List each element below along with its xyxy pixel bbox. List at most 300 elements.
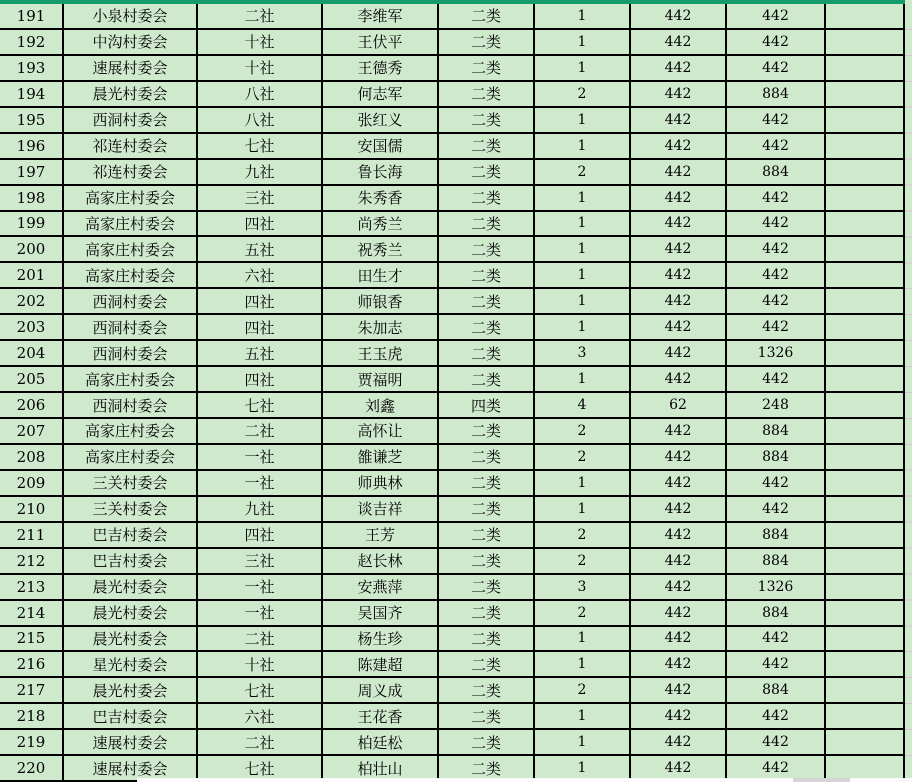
cell-blank[interactable] [826, 601, 905, 625]
table-row [0, 212, 905, 238]
cell-society[interactable]: 二社 [198, 419, 323, 443]
cell-blank[interactable] [826, 341, 905, 365]
cell-category[interactable]: 二类 [439, 134, 535, 158]
cell-unit[interactable]: 442 [631, 186, 727, 210]
cell-society[interactable]: 七社 [198, 393, 323, 417]
cell-blank[interactable] [826, 289, 905, 313]
cell-society[interactable]: 一社 [198, 471, 323, 495]
right-gridline-margin [905, 0, 912, 782]
cell-total[interactable]: 442 [727, 730, 826, 754]
cell-name[interactable]: 吴国齐 [323, 601, 439, 625]
cell-society[interactable]: 四社 [198, 212, 323, 236]
cell-category[interactable]: 二类 [439, 419, 535, 443]
bottom-scrollbar-fragment [793, 778, 850, 782]
cell-category[interactable]: 二类 [439, 627, 535, 651]
cell-blank[interactable] [826, 108, 905, 132]
cell-blank[interactable] [826, 212, 905, 236]
cell-unit[interactable]: 442 [631, 160, 727, 184]
cell-society[interactable]: 五社 [198, 237, 323, 261]
cell-category[interactable]: 二类 [439, 678, 535, 702]
cell-blank[interactable] [826, 471, 905, 495]
cell-blank[interactable] [826, 56, 905, 80]
table-row [0, 497, 905, 523]
cell-society[interactable]: 八社 [198, 82, 323, 106]
cell-category[interactable]: 二类 [439, 160, 535, 184]
cell-society[interactable]: 六社 [198, 704, 323, 728]
cell-total[interactable]: 442 [727, 497, 826, 521]
cell-category[interactable]: 二类 [439, 289, 535, 313]
table-row [0, 419, 905, 445]
cell-blank[interactable] [826, 30, 905, 54]
cell-total[interactable]: 884 [727, 549, 826, 573]
cell-name[interactable]: 何志军 [323, 82, 439, 106]
cell-unit[interactable]: 442 [631, 549, 727, 573]
cell-category[interactable]: 二类 [439, 445, 535, 469]
cell-name[interactable]: 李维军 [323, 4, 439, 28]
cell-name[interactable]: 贾福明 [323, 367, 439, 391]
cell-category[interactable]: 二类 [439, 82, 535, 106]
cell-total[interactable]: 442 [727, 56, 826, 80]
cell-count[interactable]: 4 [535, 393, 631, 417]
cell-seq[interactable]: 193 [0, 56, 64, 80]
cell-category[interactable]: 二类 [439, 212, 535, 236]
cell-total[interactable]: 442 [727, 367, 826, 391]
cell-village[interactable]: 速展村委会 [64, 756, 198, 780]
table-row [0, 549, 905, 575]
cell-total[interactable]: 884 [727, 678, 826, 702]
table-row [0, 523, 905, 549]
table-row [0, 30, 905, 56]
cell-unit[interactable]: 442 [631, 627, 727, 651]
cell-category[interactable]: 二类 [439, 471, 535, 495]
cell-count[interactable]: 1 [535, 134, 631, 158]
cell-village[interactable]: 高家庄村委会 [64, 445, 198, 469]
cell-total[interactable]: 442 [727, 704, 826, 728]
cell-total[interactable]: 442 [727, 4, 826, 28]
cell-name[interactable]: 师银香 [323, 289, 439, 313]
cell-total[interactable]: 442 [727, 186, 826, 210]
cell-blank[interactable] [826, 237, 905, 261]
cell-category[interactable]: 二类 [439, 108, 535, 132]
cell-seq[interactable]: 197 [0, 160, 64, 184]
cell-society[interactable]: 二社 [198, 4, 323, 28]
cell-village[interactable]: 晨光村委会 [64, 82, 198, 106]
cell-category[interactable]: 二类 [439, 367, 535, 391]
cell-total[interactable]: 442 [727, 289, 826, 313]
cell-count[interactable]: 2 [535, 549, 631, 573]
cell-name[interactable]: 刘鑫 [323, 393, 439, 417]
cell-name[interactable]: 雒谦芝 [323, 445, 439, 469]
cell-total[interactable]: 442 [727, 134, 826, 158]
cell-seq[interactable]: 218 [0, 704, 64, 728]
cell-seq[interactable]: 219 [0, 730, 64, 754]
cell-category[interactable]: 四类 [439, 393, 535, 417]
cell-unit[interactable]: 442 [631, 30, 727, 54]
cell-total[interactable]: 442 [727, 212, 826, 236]
cell-blank[interactable] [826, 160, 905, 184]
cell-name[interactable]: 柏廷松 [323, 730, 439, 754]
cell-total[interactable]: 442 [727, 471, 826, 495]
cell-category[interactable]: 二类 [439, 341, 535, 365]
cell-count[interactable]: 1 [535, 4, 631, 28]
cell-name[interactable]: 朱秀香 [323, 186, 439, 210]
cell-name[interactable]: 赵长林 [323, 549, 439, 573]
cell-seq[interactable]: 216 [0, 652, 64, 676]
cell-unit[interactable]: 442 [631, 289, 727, 313]
cell-society[interactable]: 五社 [198, 341, 323, 365]
cell-name[interactable]: 杨生珍 [323, 627, 439, 651]
cell-count[interactable]: 2 [535, 445, 631, 469]
cell-total[interactable]: 442 [727, 237, 826, 261]
cell-village[interactable]: 晨光村委会 [64, 601, 198, 625]
cell-village[interactable]: 高家庄村委会 [64, 263, 198, 287]
cell-total[interactable]: 884 [727, 601, 826, 625]
cell-society[interactable]: 九社 [198, 160, 323, 184]
cell-name[interactable]: 安国儒 [323, 134, 439, 158]
cell-village[interactable]: 西洞村委会 [64, 341, 198, 365]
table-row [0, 237, 905, 263]
cell-category[interactable]: 二类 [439, 575, 535, 599]
cell-total[interactable]: 442 [727, 108, 826, 132]
cell-village[interactable]: 晨光村委会 [64, 678, 198, 702]
cell-village[interactable]: 小泉村委会 [64, 4, 198, 28]
cell-village[interactable]: 三关村委会 [64, 497, 198, 521]
cell-category[interactable]: 二类 [439, 497, 535, 521]
cell-count[interactable]: 1 [535, 497, 631, 521]
cell-count[interactable]: 2 [535, 601, 631, 625]
table-row [0, 730, 905, 756]
cell-village[interactable]: 巴吉村委会 [64, 704, 198, 728]
cell-society[interactable]: 四社 [198, 367, 323, 391]
cell-name[interactable]: 谈吉祥 [323, 497, 439, 521]
cell-blank[interactable] [826, 186, 905, 210]
cell-blank[interactable] [826, 134, 905, 158]
cell-unit[interactable]: 442 [631, 445, 727, 469]
cell-name[interactable]: 鲁长海 [323, 160, 439, 184]
cell-category[interactable]: 二类 [439, 523, 535, 547]
cell-village[interactable]: 晨光村委会 [64, 575, 198, 599]
cell-name[interactable]: 王花香 [323, 704, 439, 728]
cell-seq[interactable]: 213 [0, 575, 64, 599]
cell-society[interactable]: 七社 [198, 134, 323, 158]
cell-seq[interactable]: 209 [0, 471, 64, 495]
cell-village[interactable]: 速展村委会 [64, 730, 198, 754]
cell-seq[interactable]: 210 [0, 497, 64, 521]
cell-category[interactable]: 二类 [439, 704, 535, 728]
cell-count[interactable]: 1 [535, 704, 631, 728]
table-row [0, 341, 905, 367]
cell-village[interactable]: 西洞村委会 [64, 289, 198, 313]
cell-name[interactable]: 田生才 [323, 263, 439, 287]
cell-count[interactable]: 2 [535, 419, 631, 443]
cell-total[interactable]: 442 [727, 652, 826, 676]
cell-count[interactable]: 1 [535, 263, 631, 287]
bottom-edge-strip [137, 778, 912, 782]
cell-unit[interactable]: 442 [631, 756, 727, 780]
cell-total[interactable]: 1326 [727, 341, 826, 365]
cell-unit[interactable]: 442 [631, 237, 727, 261]
cell-unit[interactable]: 442 [631, 678, 727, 702]
cell-village[interactable]: 高家庄村委会 [64, 212, 198, 236]
cell-seq[interactable]: 204 [0, 341, 64, 365]
cell-village[interactable]: 晨光村委会 [64, 627, 198, 651]
cell-total[interactable]: 884 [727, 160, 826, 184]
cell-society[interactable]: 四社 [198, 289, 323, 313]
cell-blank[interactable] [826, 652, 905, 676]
cell-total[interactable]: 442 [727, 627, 826, 651]
cell-category[interactable]: 二类 [439, 186, 535, 210]
cell-unit[interactable]: 62 [631, 393, 727, 417]
cell-unit[interactable]: 442 [631, 263, 727, 287]
cell-count[interactable]: 1 [535, 756, 631, 780]
cell-name[interactable]: 尚秀兰 [323, 212, 439, 236]
cell-count[interactable]: 1 [535, 212, 631, 236]
cell-unit[interactable]: 442 [631, 497, 727, 521]
cell-seq[interactable]: 217 [0, 678, 64, 702]
cell-society[interactable]: 六社 [198, 263, 323, 287]
cell-seq[interactable]: 214 [0, 601, 64, 625]
cell-unit[interactable]: 442 [631, 419, 727, 443]
cell-unit[interactable]: 442 [631, 730, 727, 754]
cell-total[interactable]: 442 [727, 263, 826, 287]
cell-total[interactable]: 884 [727, 523, 826, 547]
cell-total[interactable]: 442 [727, 756, 826, 780]
cell-total[interactable]: 248 [727, 393, 826, 417]
cell-count[interactable]: 1 [535, 56, 631, 80]
cell-blank[interactable] [826, 549, 905, 573]
cell-society[interactable]: 三社 [198, 549, 323, 573]
cell-seq[interactable]: 200 [0, 237, 64, 261]
cell-village[interactable]: 速展村委会 [64, 56, 198, 80]
cell-society[interactable]: 四社 [198, 523, 323, 547]
table-row [0, 601, 905, 627]
cell-category[interactable]: 二类 [439, 549, 535, 573]
cell-count[interactable]: 3 [535, 575, 631, 599]
cell-society[interactable]: 七社 [198, 678, 323, 702]
cell-blank[interactable] [826, 730, 905, 754]
cell-count[interactable]: 1 [535, 315, 631, 339]
cell-name[interactable]: 王芳 [323, 523, 439, 547]
cell-name[interactable]: 陈建超 [323, 652, 439, 676]
cell-unit[interactable]: 442 [631, 523, 727, 547]
cell-seq[interactable]: 202 [0, 289, 64, 313]
cell-count[interactable]: 2 [535, 678, 631, 702]
cell-seq[interactable]: 198 [0, 186, 64, 210]
cell-society[interactable]: 一社 [198, 575, 323, 599]
table-row [0, 263, 905, 289]
table-row [0, 704, 905, 730]
cell-category[interactable]: 二类 [439, 263, 535, 287]
table-row [0, 4, 905, 30]
cell-blank[interactable] [826, 4, 905, 28]
cell-count[interactable]: 1 [535, 237, 631, 261]
cell-category[interactable]: 二类 [439, 756, 535, 780]
cell-village[interactable]: 西洞村委会 [64, 315, 198, 339]
cell-name[interactable]: 祝秀兰 [323, 237, 439, 261]
table-row [0, 315, 905, 341]
table-row [0, 575, 905, 601]
cell-seq[interactable]: 199 [0, 212, 64, 236]
cell-name[interactable]: 高怀让 [323, 419, 439, 443]
cell-name[interactable]: 柏壮山 [323, 756, 439, 780]
cell-society[interactable]: 七社 [198, 756, 323, 780]
cell-blank[interactable] [826, 523, 905, 547]
cell-category[interactable]: 二类 [439, 56, 535, 80]
cell-unit[interactable]: 442 [631, 601, 727, 625]
cell-count[interactable]: 1 [535, 730, 631, 754]
cell-unit[interactable]: 442 [631, 341, 727, 365]
cell-society[interactable]: 二社 [198, 730, 323, 754]
cell-seq[interactable]: 220 [0, 756, 64, 780]
cell-name[interactable]: 师典林 [323, 471, 439, 495]
cell-village[interactable]: 中沟村委会 [64, 30, 198, 54]
cell-blank[interactable] [826, 367, 905, 391]
table-row [0, 108, 905, 134]
cell-blank[interactable] [826, 678, 905, 702]
table-row [0, 678, 905, 704]
table-row [0, 393, 905, 419]
cell-society[interactable]: 十社 [198, 30, 323, 54]
cell-village[interactable]: 西洞村委会 [64, 393, 198, 417]
cell-seq[interactable]: 215 [0, 627, 64, 651]
cell-name[interactable]: 王玉虎 [323, 341, 439, 365]
table-row [0, 652, 905, 678]
cell-unit[interactable]: 442 [631, 134, 727, 158]
cell-seq[interactable]: 203 [0, 315, 64, 339]
cell-blank[interactable] [826, 756, 905, 780]
cell-blank[interactable] [826, 393, 905, 417]
cell-category[interactable]: 二类 [439, 237, 535, 261]
cell-seq[interactable]: 206 [0, 393, 64, 417]
cell-blank[interactable] [826, 704, 905, 728]
table-row [0, 186, 905, 212]
cell-village[interactable]: 三关村委会 [64, 471, 198, 495]
table-row [0, 367, 905, 393]
cell-village[interactable]: 高家庄村委会 [64, 367, 198, 391]
cell-name[interactable]: 周义成 [323, 678, 439, 702]
cell-category[interactable]: 二类 [439, 730, 535, 754]
cell-total[interactable]: 884 [727, 82, 826, 106]
cell-village[interactable]: 高家庄村委会 [64, 186, 198, 210]
cell-unit[interactable]: 442 [631, 652, 727, 676]
cell-count[interactable]: 2 [535, 82, 631, 106]
cell-count[interactable]: 1 [535, 30, 631, 54]
cell-society[interactable]: 十社 [198, 652, 323, 676]
cell-count[interactable]: 1 [535, 289, 631, 313]
cell-total[interactable]: 442 [727, 315, 826, 339]
cell-total[interactable]: 884 [727, 445, 826, 469]
cell-blank[interactable] [826, 627, 905, 651]
cell-society[interactable]: 一社 [198, 601, 323, 625]
cell-unit[interactable]: 442 [631, 4, 727, 28]
cell-unit[interactable]: 442 [631, 108, 727, 132]
cell-category[interactable]: 二类 [439, 652, 535, 676]
cell-count[interactable]: 2 [535, 160, 631, 184]
cell-society[interactable]: 一社 [198, 445, 323, 469]
cell-village[interactable]: 巴吉村委会 [64, 523, 198, 547]
cell-total[interactable]: 1326 [727, 575, 826, 599]
cell-village[interactable]: 高家庄村委会 [64, 419, 198, 443]
cell-village[interactable]: 祁连村委会 [64, 134, 198, 158]
cell-village[interactable]: 西洞村委会 [64, 108, 198, 132]
cell-society[interactable]: 十社 [198, 56, 323, 80]
cell-unit[interactable]: 442 [631, 704, 727, 728]
cell-seq[interactable]: 212 [0, 549, 64, 573]
cell-total[interactable]: 884 [727, 419, 826, 443]
cell-category[interactable]: 二类 [439, 601, 535, 625]
cell-unit[interactable]: 442 [631, 212, 727, 236]
cell-seq[interactable]: 211 [0, 523, 64, 547]
cell-blank[interactable] [826, 315, 905, 339]
cell-blank[interactable] [826, 263, 905, 287]
cell-seq[interactable]: 208 [0, 445, 64, 469]
cell-seq[interactable]: 191 [0, 4, 64, 28]
cell-count[interactable]: 1 [535, 627, 631, 651]
cell-category[interactable]: 二类 [439, 315, 535, 339]
cell-seq[interactable]: 196 [0, 134, 64, 158]
cell-count[interactable]: 1 [535, 186, 631, 210]
cell-seq[interactable]: 207 [0, 419, 64, 443]
cell-count[interactable]: 1 [535, 652, 631, 676]
cell-seq[interactable]: 201 [0, 263, 64, 287]
cell-blank[interactable] [826, 445, 905, 469]
cell-name[interactable]: 朱加志 [323, 315, 439, 339]
cell-blank[interactable] [826, 82, 905, 106]
cell-name[interactable]: 王伏平 [323, 30, 439, 54]
cell-count[interactable]: 3 [535, 341, 631, 365]
cell-seq[interactable]: 205 [0, 367, 64, 391]
cell-name[interactable]: 张红义 [323, 108, 439, 132]
table-row [0, 289, 905, 315]
cell-village[interactable]: 星光村委会 [64, 652, 198, 676]
cell-society[interactable]: 四社 [198, 315, 323, 339]
table-row [0, 134, 905, 160]
cell-count[interactable]: 2 [535, 523, 631, 547]
cell-name[interactable]: 安燕萍 [323, 575, 439, 599]
cell-society[interactable]: 八社 [198, 108, 323, 132]
cell-total[interactable]: 442 [727, 30, 826, 54]
cell-village[interactable]: 高家庄村委会 [64, 237, 198, 261]
table-row [0, 471, 905, 497]
cell-count[interactable]: 1 [535, 471, 631, 495]
cell-unit[interactable]: 442 [631, 367, 727, 391]
cell-village[interactable]: 巴吉村委会 [64, 549, 198, 573]
cell-unit[interactable]: 442 [631, 315, 727, 339]
cell-blank[interactable] [826, 575, 905, 599]
cell-unit[interactable]: 442 [631, 56, 727, 80]
cell-blank[interactable] [826, 497, 905, 521]
cell-count[interactable]: 1 [535, 108, 631, 132]
sheet-body [0, 4, 905, 782]
cell-seq[interactable]: 195 [0, 108, 64, 132]
cell-unit[interactable]: 442 [631, 471, 727, 495]
cell-unit[interactable]: 442 [631, 82, 727, 106]
cell-society[interactable]: 三社 [198, 186, 323, 210]
cell-unit[interactable]: 442 [631, 575, 727, 599]
table-row [0, 160, 905, 186]
cell-blank[interactable] [826, 419, 905, 443]
cell-society[interactable]: 九社 [198, 497, 323, 521]
cell-village[interactable]: 祁连村委会 [64, 160, 198, 184]
cell-count[interactable]: 1 [535, 367, 631, 391]
cell-seq[interactable]: 192 [0, 30, 64, 54]
cell-category[interactable]: 二类 [439, 30, 535, 54]
cell-society[interactable]: 二社 [198, 627, 323, 651]
cell-category[interactable]: 二类 [439, 4, 535, 28]
cell-seq[interactable]: 194 [0, 82, 64, 106]
table-row [0, 82, 905, 108]
cell-name[interactable]: 王德秀 [323, 56, 439, 80]
